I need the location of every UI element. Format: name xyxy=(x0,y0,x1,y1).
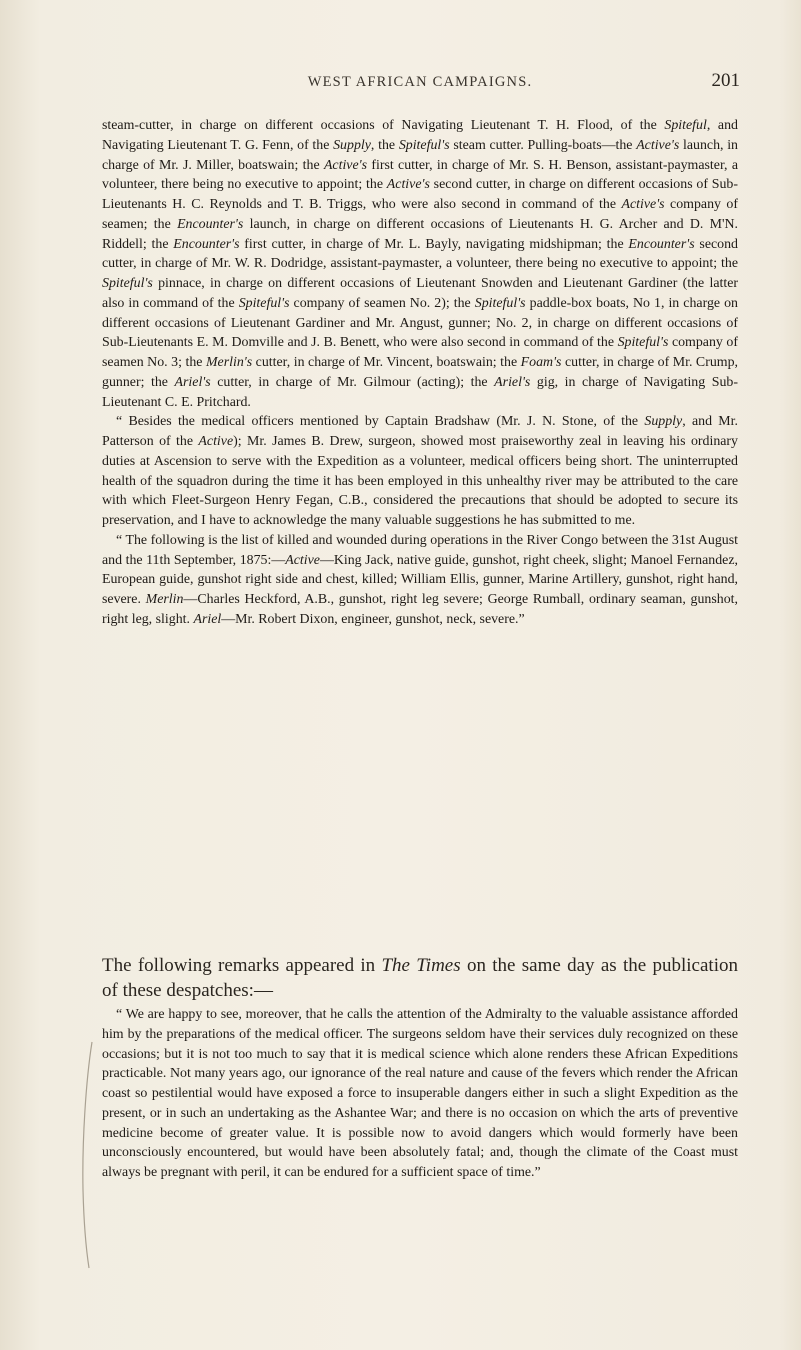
text-run: paddle-box boats, No 1, in charge on different occasions of Lieutenant Gardiner and Mr. Angust, gunner; No. 2, in charge on different occasions of Sub-Lieutenants E. M. Domville and J. B. Benett, who were also second in command of the xyxy=(102,295,738,351)
text-run: company of seamen No. 3; the xyxy=(102,335,738,370)
italic-text-run: Spiteful xyxy=(664,118,707,133)
text-run: first cutter, in charge of Mr. L. Bayly, navigating midshipman; the xyxy=(239,236,629,252)
italic-text-run: Ariel xyxy=(193,611,222,627)
text-run: second cutter, in charge of Mr. W. R. Dodridge, assistant-paymaster, a volunteer, there being no executive to appoint; the xyxy=(102,236,738,272)
page-number: 201 xyxy=(711,70,740,91)
text-run: , the xyxy=(370,137,399,153)
italic-text-run: The Times xyxy=(381,955,461,976)
text-run: cutter, in charge of Mr. Vincent, boatswain; the xyxy=(252,355,521,370)
italic-text-run: Spiteful's xyxy=(617,335,669,351)
italic-text-run: Active's xyxy=(636,137,680,153)
text-run: gig, in charge of Navigating Sub-Lieutenant C. E. Pritchard. xyxy=(102,374,738,410)
text-run: , and Navigating Lieutenant T. G. Fenn, of the xyxy=(102,118,738,153)
pencil-margin-mark xyxy=(80,1040,94,1270)
italic-text-run: Active xyxy=(285,552,320,568)
text-run: ); Mr. James B. Drew, surgeon, showed most praiseworthy zeal in leaving his ordinary duties at Ascension to serve with the Expedition as a volunteer, medical officers being short. The uninterrupted health of the squadron during the time it has been employed in this unhealthy river may be attributed to the care with which Fleet-Surgeon Henry Fegan, C.B., considered the precautions that should be adopted to secure its preservation, and I have to acknowledge the many valuable suggestions he has submitted to me. xyxy=(102,434,739,528)
italic-text-run: Active's xyxy=(386,177,430,193)
text-run: —Charles Heckford, A.B., gunshot, right leg severe; George Rumball, ordinary seaman, gunshot, right leg, slight. xyxy=(102,592,738,627)
italic-text-run: Merlin's xyxy=(205,355,253,370)
italic-text-run: Ariel's xyxy=(494,374,531,390)
text-run: —King Jack, native guide, gunshot, right cheek, slight; Manoel Fernandez, European guide, gunshot right side and chest, killed; William Ellis, gunner, Marine Artillery, gunshot, right hand, severe. xyxy=(102,552,738,607)
main-text xyxy=(102,116,738,630)
text-run: steam-cutter, in charge on different occasions of Navigating Lieutenant T. H. Flood, of the xyxy=(102,118,665,133)
italic-text-run: Supply xyxy=(644,414,683,430)
text-run: , and Mr. Patterson of the xyxy=(102,414,738,449)
italic-text-run: Spiteful's xyxy=(474,295,526,311)
text-run: launch, in charge of Mr. J. Miller, boatswain; the xyxy=(102,137,739,173)
times-quote-paragraph: “ We are happy to see, moreover, that he calls the attention of the Admiralty to the valuable assistance afforded him by the preparations of the medical officer. The surgeons seldom have their services duly recognized on these occasions; but it is not too much to say that it is medical science which alone renders these African Expeditions practicable. Not many years ago, our ignorance of the real nature and cause of the fevers which render the African coast so pestilential would have exposed a force to insuperable dangers either in such a slight Expedition as the present, or in such an undertaking as the Ashantee War; and there is no occasion on which the arts of preventive medicine become of greater value. It is possible now to avoid dangers which would formerly have been unconsciously encountered, but would have been absolutely fatal; and, though the climate of the Coast must always be pregnant with peril, it can be endured for a sufficient space of time.” xyxy=(102,1007,738,1180)
paragraph-boats-list xyxy=(102,116,738,412)
text-run: cutter, in charge of Mr. Gilmour (acting); the xyxy=(210,374,495,390)
italic-text-run: Foam's xyxy=(520,355,562,370)
text-run: company of seamen No. 2); the xyxy=(289,295,475,311)
italic-text-run: Spiteful's xyxy=(398,137,450,153)
italic-text-run: Encounter's xyxy=(177,216,244,232)
italic-text-run: Ariel's xyxy=(174,374,211,390)
italic-text-run: Supply xyxy=(333,137,371,153)
text-run: company of seamen; the xyxy=(102,197,739,232)
text-run: —Mr. Robert Dixon, engineer, gunshot, neck, severe.” xyxy=(221,611,525,627)
italic-text-run: Active's xyxy=(621,197,665,212)
times-intro-paragraph xyxy=(102,953,738,1003)
italic-text-run: Encounter's xyxy=(173,236,240,252)
text-run: The following remarks appeared in xyxy=(102,955,382,976)
text-run: first cutter, in charge of Mr. S. H. Benson, assistant-paymaster, a volunteer, there being no executive to appoint; the xyxy=(102,157,738,193)
text-run: pinnace, in charge on different occasions of Lieutenant Snowden and Lieutenant Gardiner (the latter also in command of the xyxy=(102,276,738,311)
text-run: steam cutter. Pulling-boats—the xyxy=(449,137,637,153)
text-run: “ The following is the list of killed and wounded during operations in the River Congo between the 31st August and the 11th September, 1875:— xyxy=(102,532,738,568)
paragraph-casualty-list xyxy=(102,531,738,630)
text-run: second cutter, in charge on different occasions of Sub-Lieutenants H. C. Reynolds and T. B. Triggs, who were also second in command of the xyxy=(102,177,739,212)
italic-text-run: Spiteful's xyxy=(238,295,290,311)
italic-text-run: Active xyxy=(198,434,234,449)
text-run: “ Besides the medical officers mentioned by Captain Bradshaw (Mr. J. N. Stone, of the xyxy=(116,414,645,430)
page-header xyxy=(100,70,740,96)
italic-text-run: Active's xyxy=(323,157,368,173)
italic-text-run: Merlin xyxy=(145,592,184,607)
paragraph-medical-officers xyxy=(102,412,738,531)
text-run: on the same day as the publication of these despatches:— xyxy=(102,955,738,1001)
italic-text-run: Spiteful's xyxy=(102,276,153,291)
text-run: cutter, in charge of Mr. Crump, gunner; the xyxy=(102,355,738,390)
times-quote-block xyxy=(102,1005,738,1183)
italic-text-run: Encounter's xyxy=(628,236,695,252)
text-run: launch, in charge on different occasions of Lieutenants H. G. Archer and D. M'N. Riddell; the xyxy=(102,216,738,252)
running-head: WEST AFRICAN CAMPAIGNS. xyxy=(307,74,533,90)
